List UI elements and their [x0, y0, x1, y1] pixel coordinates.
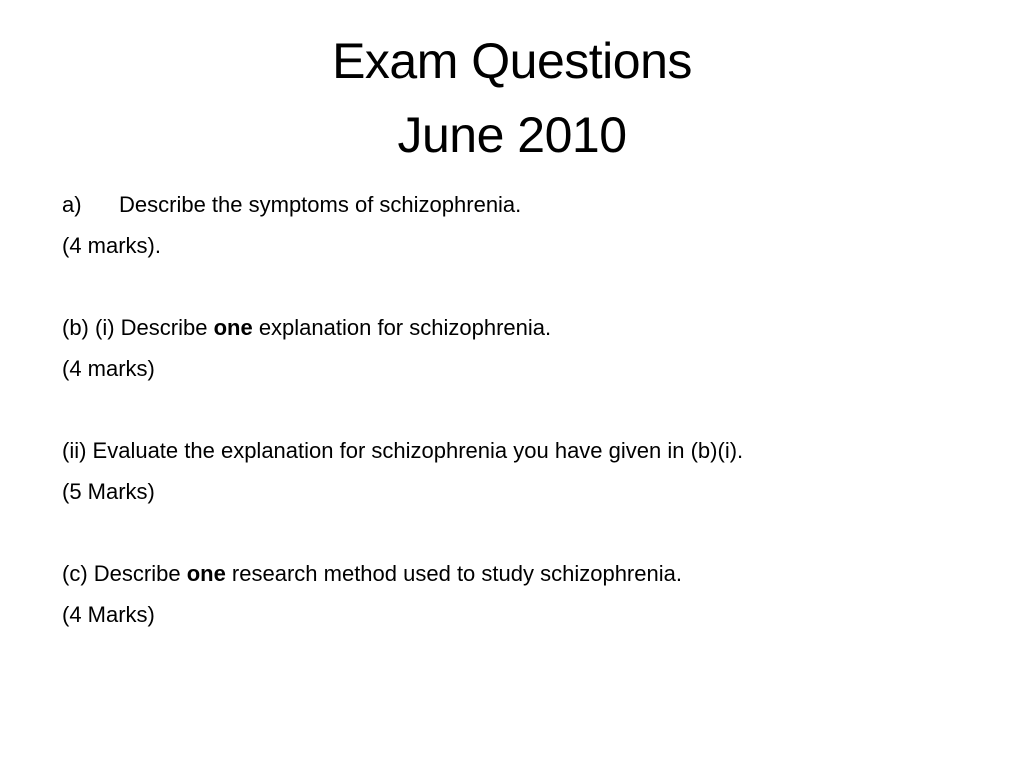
title-line-1: Exam Questions	[332, 33, 692, 89]
question-b-ii: (ii) Evaluate the explanation for schizophrenia you have given in (b)(i).	[62, 438, 744, 463]
question-b-i-suffix: explanation for schizophrenia.	[252, 315, 552, 340]
question-a	[62, 184, 962, 225]
question-b-i-marks: (4 marks)	[62, 356, 155, 381]
spacer	[62, 266, 962, 307]
question-b-i-prefix: (b) (i) Describe	[62, 315, 214, 340]
slide-title	[0, 24, 1024, 172]
question-a-marks: (4 marks).	[62, 233, 161, 258]
question-c-suffix: research method used to study schizophrenia.	[225, 561, 682, 586]
question-c-prefix: (c) Describe	[62, 561, 187, 586]
spacer	[62, 389, 962, 430]
question-b-i-emphasis: one	[213, 315, 253, 340]
question-c	[62, 553, 962, 594]
question-b-i	[62, 307, 962, 348]
question-b-ii-marks: (5 Marks)	[62, 479, 155, 504]
spacer	[62, 512, 962, 553]
question-c-marks: (4 Marks)	[62, 602, 155, 627]
title-line-2: June 2010	[397, 107, 627, 163]
question-a-text: Describe the symptoms of schizophrenia.	[119, 192, 522, 217]
question-list	[62, 184, 962, 635]
question-a-marker: a)	[62, 192, 82, 217]
question-c-emphasis: one	[186, 561, 226, 586]
